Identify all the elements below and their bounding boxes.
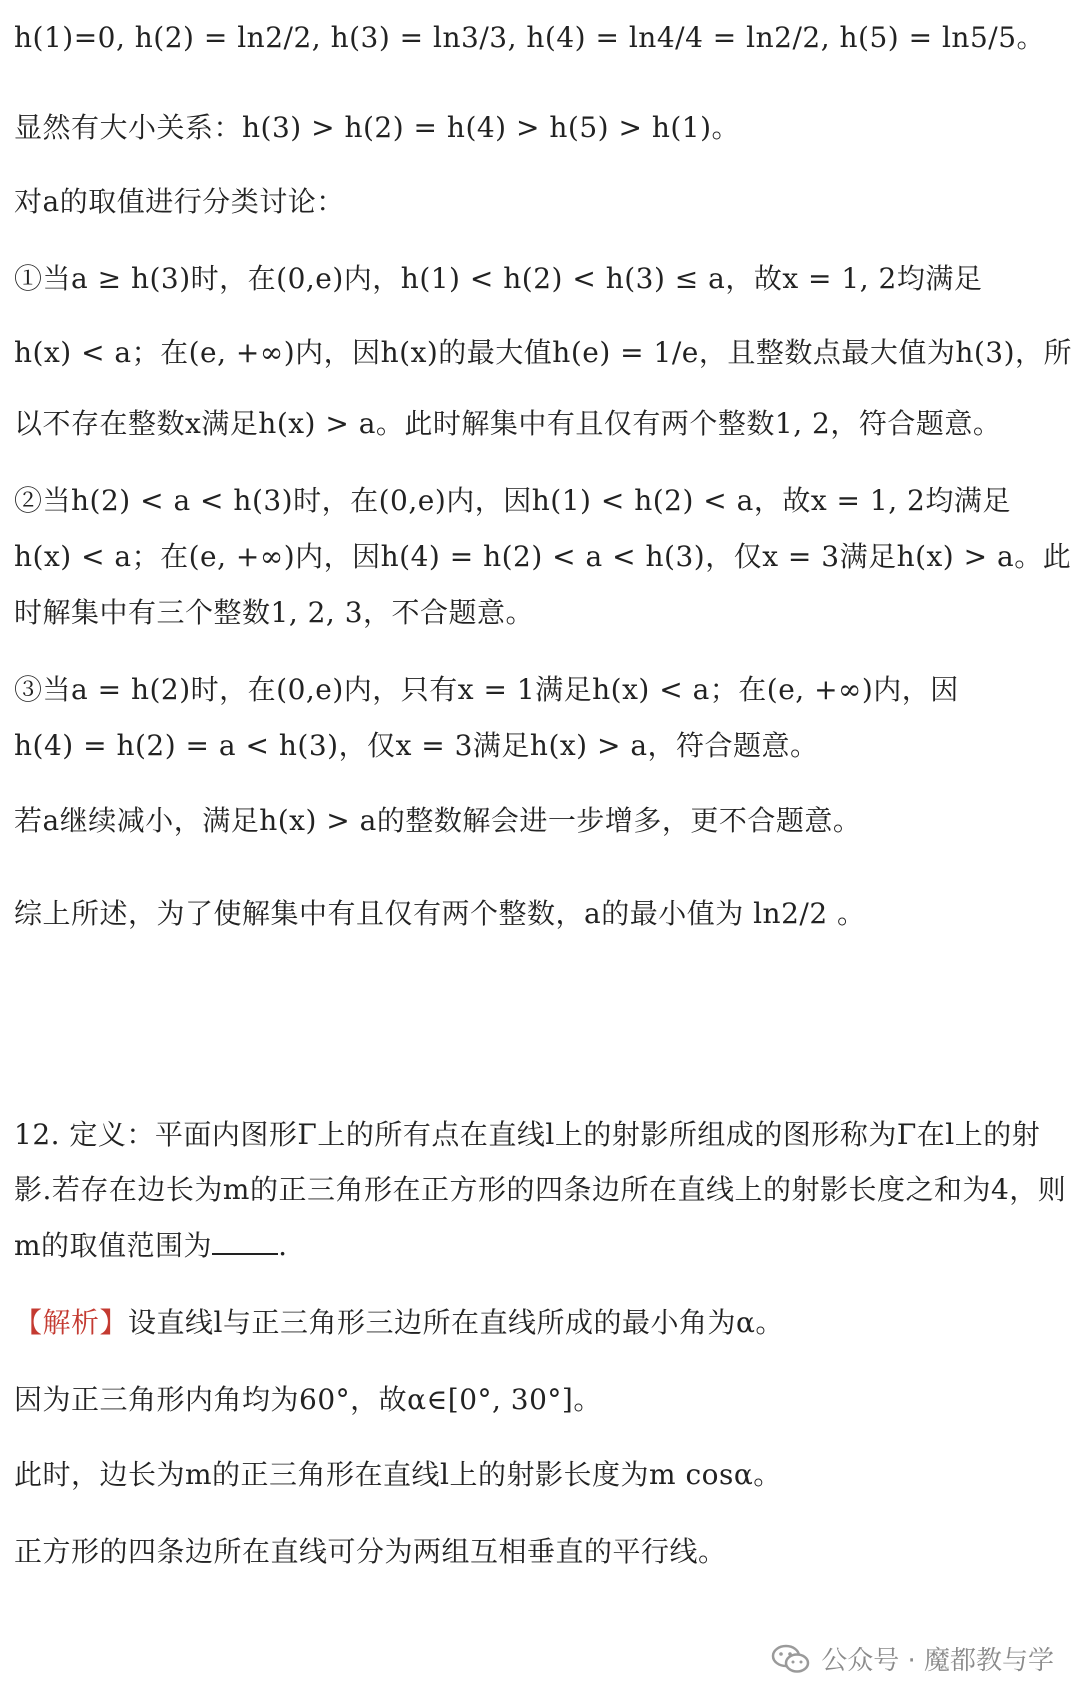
text-line-case3-b: h(4) = h(2) = a < h(3)，仅x = 3满足h(x) > a，符合题意。 [14, 729, 819, 762]
wechat-icon [771, 1643, 811, 1675]
text-line-case2-a: ②当h(2) < a < h(3)时，在(0,e)内，因h(1) < h(2) < a，故x = 1, 2均满足 [14, 484, 1011, 517]
text-line-decrease: 若a继续减小，满足h(x) > a的整数解会进一步增多，更不合题意。 [14, 804, 862, 837]
analysis-line-4: 正方形的四条边所在直线可分为两组互相垂直的平行线。 [14, 1535, 727, 1568]
analysis-line-1 [14, 1303, 1070, 1343]
text-line-conclusion: 综上所述，为了使解集中有且仅有两个整数，a的最小值为 ln2/2 。 [14, 897, 866, 930]
analysis-line-2: 因为正三角形内角均为60°，故α∈[0°, 30°]。 [14, 1383, 602, 1416]
analysis-line-3: 此时，边长为m的正三角形在直线l上的射影长度为m cosα。 [14, 1458, 782, 1491]
text-line-classify: 对a的取值进行分类讨论： [14, 185, 345, 218]
text-line-case1-b: h(x) < a；在(e, +∞)内，因h(x)的最大值h(e) = 1/e，且整数点最大值为h(3)，所 [14, 336, 1073, 369]
question-line-3 [14, 1226, 1070, 1266]
question-period: . [278, 1229, 288, 1262]
watermark [771, 1640, 1054, 1677]
text-line-case2-b: h(x) < a；在(e, +∞)内，因h(4) = h(2) < a < h(3)，仅x = 3满足h(x) > a。此 [14, 540, 1072, 573]
text-line-case3-a: ③当a = h(2)时，在(0,e)内，只有x = 1满足h(x) < a；在(e, +∞)内，因 [14, 673, 959, 706]
answer-blank [212, 1227, 278, 1255]
watermark-text: 公众号 · 魔都教与学 [821, 1646, 1054, 1676]
text-line-case1-c: 以不存在整数x满足h(x) > a。此时解集中有且仅有两个整数1, 2，符合题意。 [14, 407, 1002, 440]
question-line-1: 12. 定义：平面内图形Γ上的所有点在直线l上的射影所组成的图形称为Γ在l上的射 [14, 1118, 1041, 1151]
question-line-2: 影.若存在边长为m的正三角形在正方形的四条边所在直线上的射影长度之和为4，则 [14, 1173, 1067, 1206]
question-text-tail: m的取值范围为 [14, 1229, 213, 1262]
text-line-h-values: h(1)=0, h(2) = ln2/2, h(3) = ln3/3, h(4) = ln4/4 = ln2/2, h(5) = ln5/5。 [14, 21, 1046, 54]
text-line-order: 显然有大小关系：h(3) > h(2) = h(4) > h(5) > h(1)。 [14, 111, 741, 144]
analysis-text-1: 设直线l与正三角形三边所在直线所成的最小角为α。 [128, 1306, 784, 1339]
text-line-case2-c: 时解集中有三个整数1, 2, 3，不合题意。 [14, 596, 535, 629]
analysis-tag: 【解析】 [14, 1306, 129, 1339]
text-line-case1-a: ①当a ≥ h(3)时，在(0,e)内，h(1) < h(2) < h(3) ≤ a，故x = 1, 2均满足 [14, 262, 983, 295]
